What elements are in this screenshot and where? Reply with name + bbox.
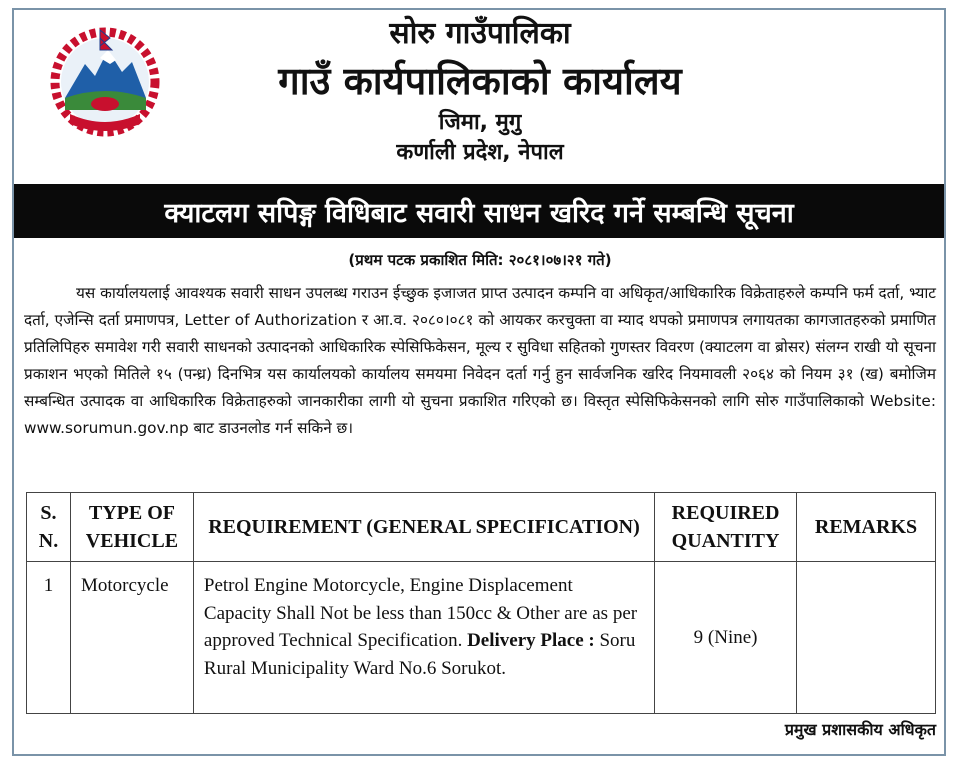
- nepal-government-emblem-icon: [40, 26, 170, 142]
- header-quantity: REQUIRED QUANTITY: [655, 493, 797, 562]
- header-remarks: REMARKS: [797, 493, 936, 562]
- municipality-name: सोरु गाउँपालिका: [389, 16, 571, 51]
- table-header-row: [27, 493, 936, 562]
- table-row: [27, 562, 936, 714]
- office-location: जिमा, मुगु: [438, 110, 522, 135]
- requirement-text: Petrol Engine Motorcycle, Engine Displacement Capacity Shall Not be less than 150cc & Other are as per approved Technical Specification.: [203, 575, 638, 651]
- signatory-title: प्रमुख प्रशासकीय अधिकृत: [784, 720, 936, 739]
- delivery-value: Soru Rural Municipality Ward No.6 Sorukot.: [203, 630, 636, 679]
- province-country: कर्णाली प्रदेश, नेपाल: [396, 140, 564, 165]
- row-quantity: 9 (Nine): [655, 562, 797, 714]
- notice-body: यस कार्यालयलाई आवश्यक सवारी साधन उपलब्ध गराउन ईच्छुक इजाजत प्राप्त उत्पादन कम्पनि वा अधिकृत/आधिकारिक विक्रेताहरुले कम्पनि फर्म दर्ता, भ्याट दर्ता, एजेन्सि दर्ता प्रमाणपत्र, Letter of Authorization र आ.व. २०८०।०८१ को आयकर करचुक्ता वा म्याद थपको प्रमाणपत्र लगायतका कागजातहरुको प्रमाणित प्रतिलिपिहरु समावेश गरी सवारी साधनको उत्पादनको आधिकारिक स्पेसिफिकेसन, मूल्य र सुविधा सहितको गुणस्तर विवरण (क्याटलग वा ब्रोसर) संलग्न राखी यो सूचना प्रकाशन भएको मितिले १५ (पन्ध्र) दिनभित्र यस कार्यालयको कार्यालय समयमा निवेदन दर्ता गर्नु हुन सार्वजनिक खरिद नियमावली २०६४ को नियम ३१ (ख) बमोजिम सम्बन्धित उत्पादक वा आधिकारिक विक्रेताहरुको जानकारीका लागी यो सुचना प्रकाशित गरिएको छ। विस्तृत स्पेसिफिकेसनको लागि सोरु गाउँपालिकाको Website: www.sorumun.gov.np बाट डाउनलोड गर्न सकिने छ।: [24, 284, 936, 437]
- header-sn: S. N.: [27, 493, 71, 562]
- row-sn: 1: [27, 562, 71, 714]
- delivery-label: Delivery Place :: [467, 630, 595, 651]
- header-type: TYPE OF VEHICLE: [70, 493, 193, 562]
- notice-title: क्याटलग सपिङ्ग विधिबाट सवारी साधन खरिद गर्ने सम्बन्धि सूचना: [14, 184, 944, 238]
- row-type: Motorcycle: [70, 562, 193, 714]
- specification-table: [26, 492, 936, 714]
- office-name: गाउँ कार्यपालिकाको कार्यालय: [278, 59, 682, 103]
- publication-date: (प्रथम पटक प्रकाशित मिति: २०८१।०७।२१ गते): [348, 251, 612, 269]
- office-header: [180, 14, 780, 168]
- row-remarks: [797, 562, 936, 714]
- row-requirement: [193, 562, 654, 714]
- header-requirement: REQUIREMENT (GENERAL SPECIFICATION): [193, 493, 654, 562]
